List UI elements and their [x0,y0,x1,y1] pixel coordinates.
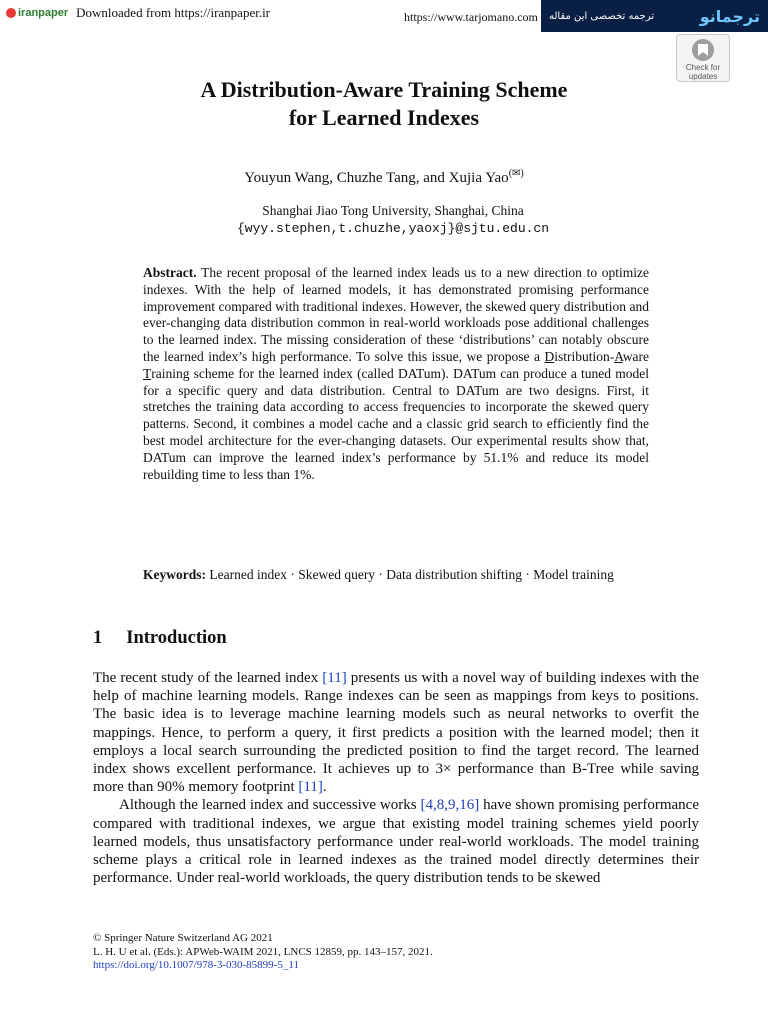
footer-copyright: © Springer Nature Switzerland AG 2021 [93,932,273,944]
footer [93,932,433,973]
author-names: Youyun Wang, Chuzhe Tang, and Xujia Yao [244,170,509,186]
paragraph-2: Although the learned index and successive works [4,8,9,16] have shown promising performance compared with traditional indexes, we argue that existing model training schemes yield poorly learned models, thus unsatisfactory performance under real-world workloads. The model training scheme plays a critical role in learned indexes as the trained model directly determines their performance. Under real-world workloads, the query distribution tends to be skewed [93,797,699,887]
tarjomano-logo: ترجمانو [699,6,760,26]
citation-link[interactable]: [4,8,9,16] [420,797,480,814]
authors [0,168,768,187]
paragraph-1: The recent study of the learned index [11] presents us with a novel way of building indexes with the help of machine learning models. Range indexes can be seen as mappings from keys to positions. The basic idea is to leverage machine learning models such as neural networks to overfit the mappings. Hence, to perform a query, it first predicts a position with the learned model; then it employs a local search surrounding the predicted position to find the target record. The learned index shows excellent performance. It achieves up to 3× performance than B-Tree while saving more than 90% memory footprint [11]. [93,670,699,796]
keywords-text: Learned index · Skewed query · Data distribution shifting · Model training [209,567,614,582]
bookmark-icon [692,39,714,61]
author-emails: {wyy.stephen,t.chuzhe,yaoxj}@sjtu.edu.cn [236,221,550,236]
title-line-1: A Distribution-Aware Training Scheme [200,77,568,102]
iranpaper-logo-icon [6,8,16,18]
abstract-text: The recent proposal of the learned index leads us to a new direction to optimize indexes. With the help of learned models, it has demonstrated promising performance improvement compared with traditional indexes. However, the skewed query distribution and ever-changing data distribution common in real-world workloads pose additional challenges to the learned index. The missing consideration of these ‘distributions’ can notably obscure the learned index’s high performance. To solve this issue, we propose a Distribution-Aware Training scheme for the learned index (called DATum). DATum can produce a tuned model for a specific query and data distribution. Central to DATum are two designs. First, it stretches the training data according to access frequencies to incorporate the skewed query patterns. Second, it combines a model cache and a classic grid search to efficiently find the best model architecture for the ever-changing datasets. Our experimental results show that, DATum can improve the learned index’s performance by 51.1% and reduce its model rebuilding time to less than 1%. [143,265,649,482]
footer-citation: L. H. U et al. (Eds.): APWeb-WAIM 2021, LNCS 12859, pp. 143–157, 2021. [93,945,433,958]
section-title: Introduction [126,628,227,648]
abstract [143,265,649,483]
citation-link[interactable]: [11] [322,670,347,686]
abstract-label: Abstract. [143,265,197,280]
affiliation: Shanghai Jiao Tong University, Shanghai, China [262,203,524,218]
keywords-label: Keywords: [143,567,206,582]
corresponding-author-mark: (✉) [508,168,524,179]
tarjomano-url[interactable]: https://www.tarjomano.com [404,10,538,24]
title-line-2: for Learned Indexes [288,105,480,130]
download-header [6,2,270,24]
keywords [143,566,649,583]
tarjomano-banner[interactable] [541,0,768,32]
iranpaper-logo[interactable]: iranpaper [6,7,68,19]
check-for-updates-label: Check for updates [685,63,721,81]
section-heading [93,628,227,649]
section-number: 1 [93,628,103,648]
paper-title [0,76,768,132]
citation-link[interactable]: [11] [298,779,323,796]
tarjomano-banner-text: ترجمه تخصصی این مقاله [549,10,655,22]
doi-link[interactable]: https://doi.org/10.1007/978-3-030-85899-5_11 [93,959,299,971]
affiliation-block [0,202,768,238]
check-for-updates-badge[interactable] [676,34,730,82]
downloaded-from-text: Downloaded from https://iranpaper.ir [76,5,271,20]
body-text [93,669,699,887]
